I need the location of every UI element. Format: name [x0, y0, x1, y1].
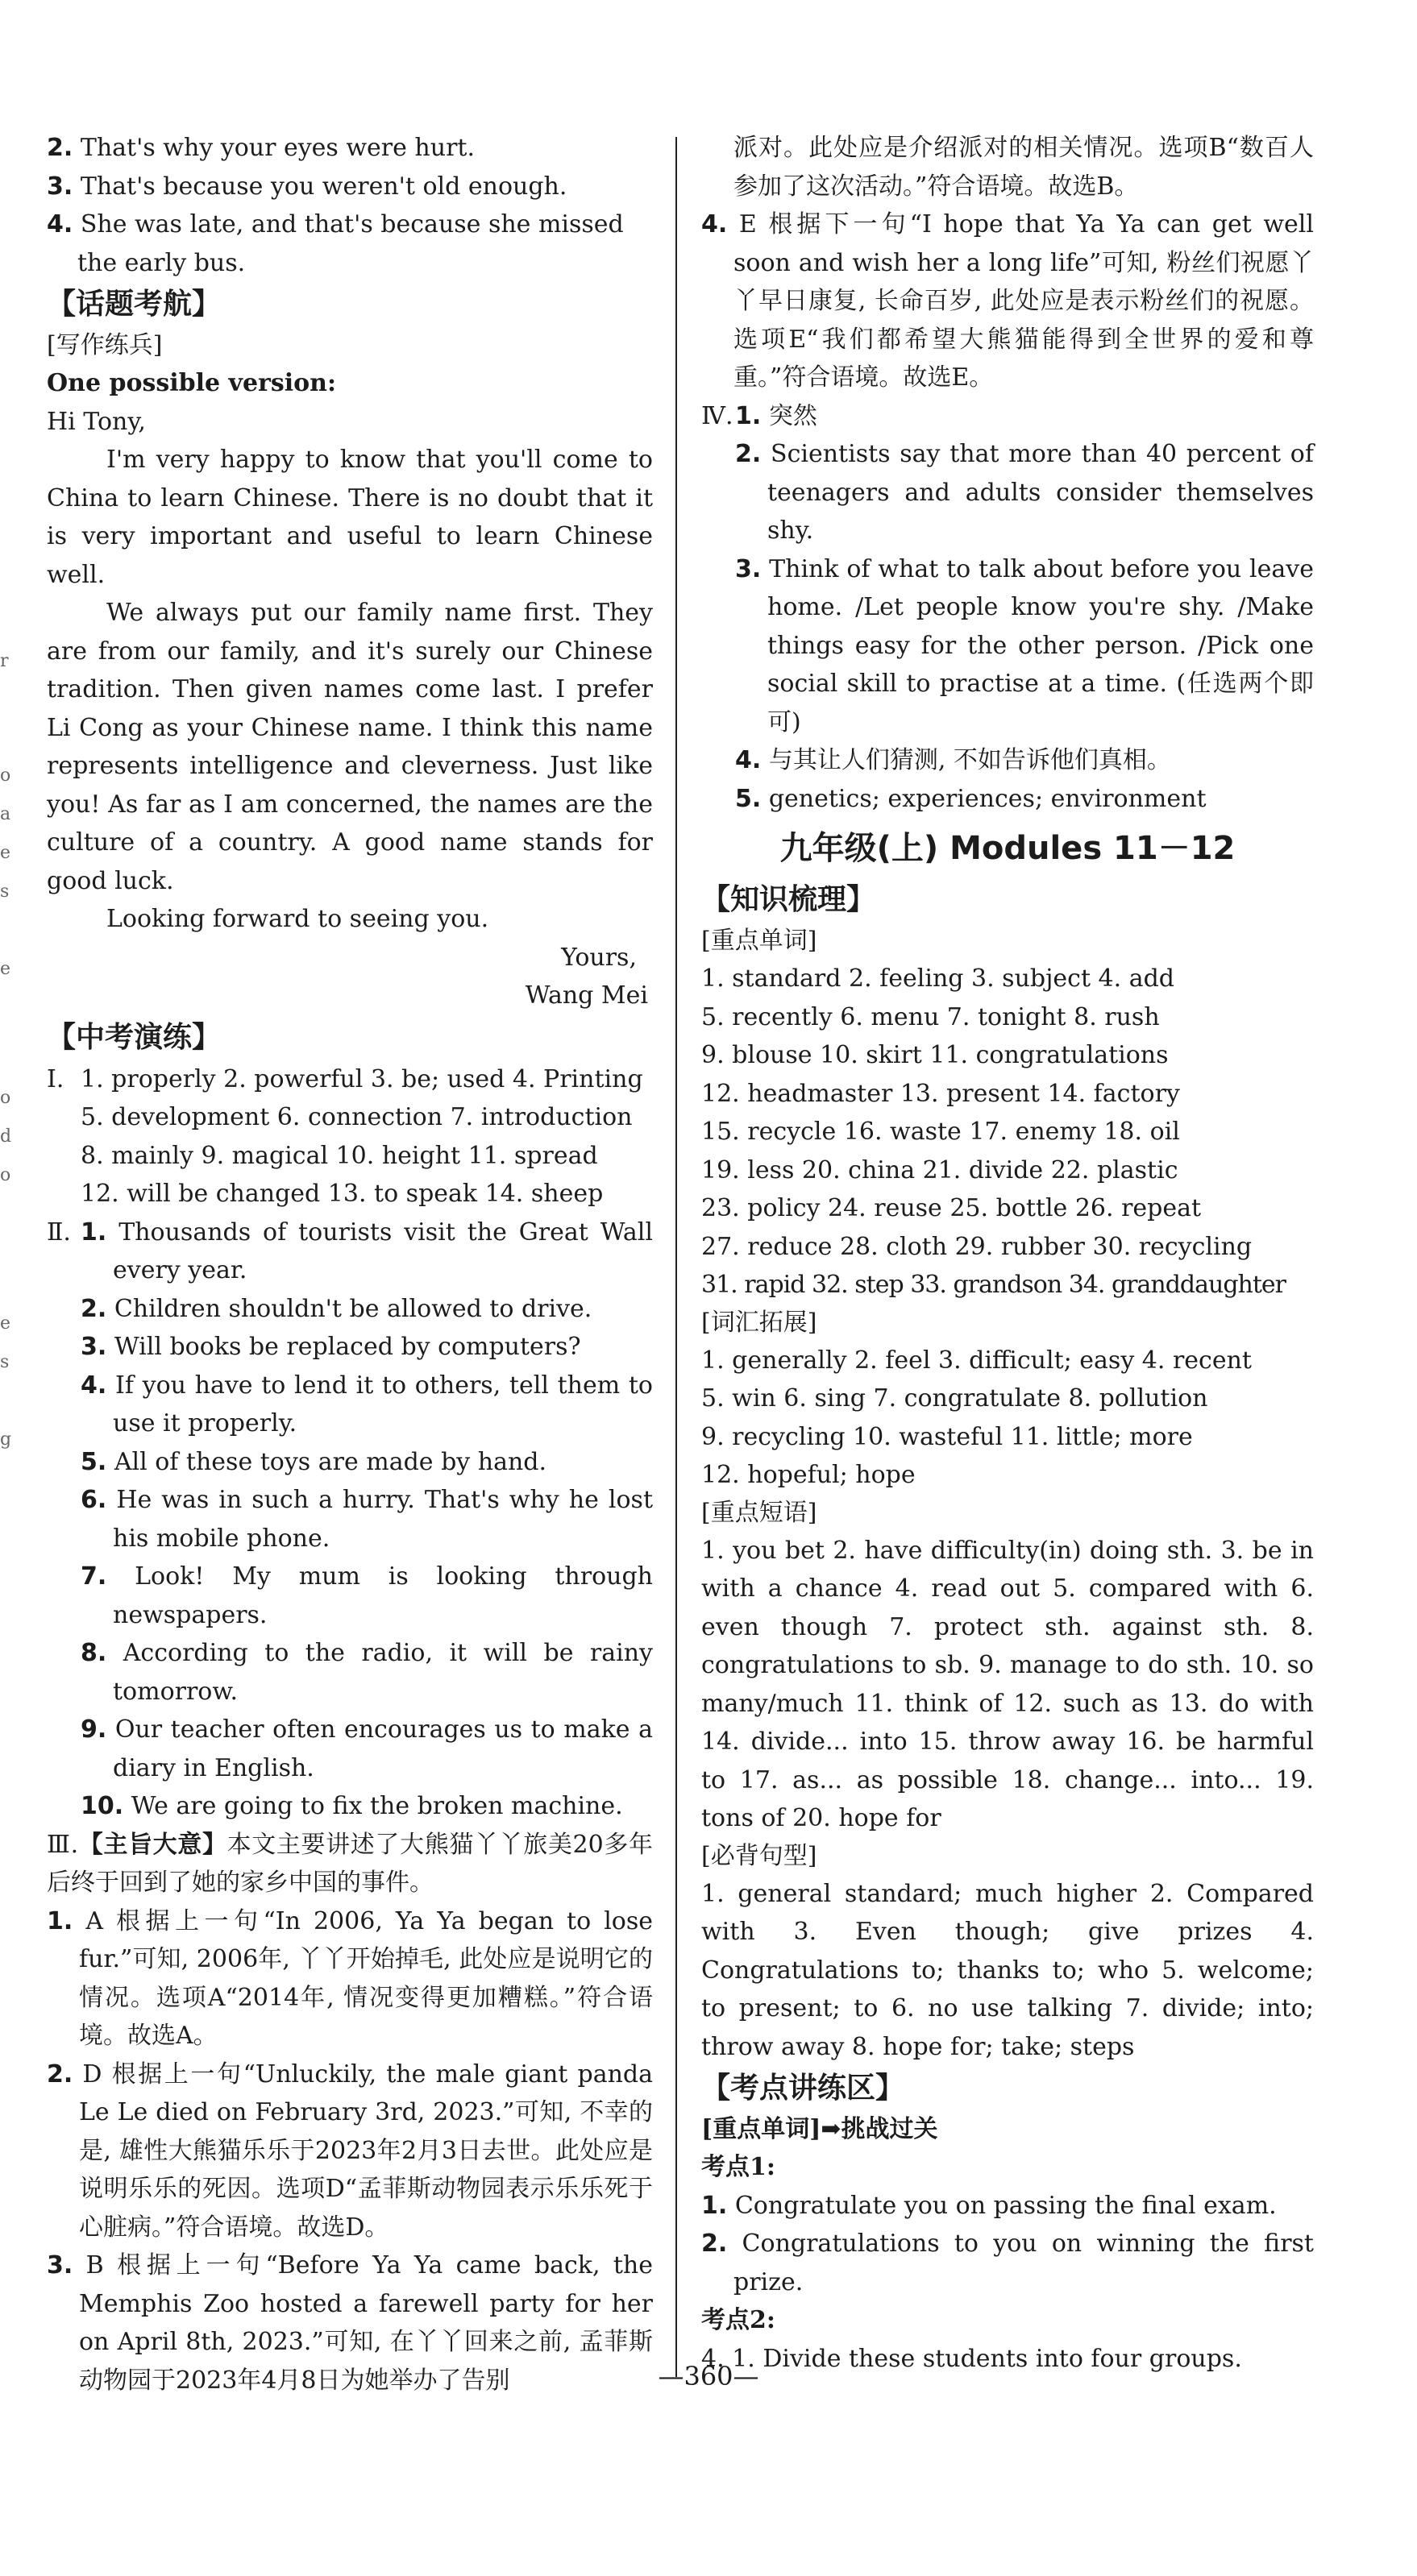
part1-row: 1. properly 2. powerful 3. be; used 4. Printing [81, 1064, 643, 1093]
margin-letter: o [0, 1165, 11, 1185]
column-divider [675, 137, 677, 2377]
key-words-row: 12. headmaster 13. present 14. factory [701, 1079, 1180, 1108]
practice-subtitle: [重点单词]➡挑战过关 [701, 2115, 938, 2143]
part4-block [701, 397, 1314, 819]
key-words-row: 23. policy 24. reuse 25. bottle 26. repeat [701, 1194, 1202, 1222]
page-number: —360— [658, 2361, 759, 2391]
vocab-extension-row: 12. hopeful; hope [701, 1461, 916, 1489]
part2-item: 10. We are going to fix the broken machine. [81, 1792, 623, 1820]
point2-item: 4. 1. Divide these students into four groups. [701, 2344, 1242, 2373]
part2-item: 3. Will books be replaced by computers? [81, 1333, 581, 1361]
right-column [701, 129, 1314, 2378]
vocab-extension-label: [词汇拓展] [701, 1308, 817, 1337]
part4-item: 5. genetics; experiences; environment [735, 784, 1207, 813]
margin-letter: a [0, 804, 11, 824]
part2-item: 6. He was in such a hurry. That's why he lost his mobile phone. [81, 1486, 653, 1553]
topic-section-title: 【话题考航】 [47, 288, 222, 321]
margin-letter: e [0, 843, 11, 863]
left-margin-bleed [0, 0, 11, 2576]
part2-item: 4. If you have to lend it to others, tell them to use it properly. [81, 1371, 653, 1437]
margin-letter: e [0, 1313, 11, 1334]
letter-signature: Wang Mei [525, 981, 648, 1010]
part2-item: 9. Our teacher often encourages us to make a diary in English. [81, 1715, 653, 1782]
practice-section-title: 【考点讲练区】 [701, 2072, 905, 2105]
part3-summary: Ⅲ.【主旨大意】本文主要讲述了大熊猫丫丫旅美20多年后终于回到了她的家乡中国的事件。 [47, 1830, 653, 1897]
answer-item: 4. She was late, and that's because she missed the early bus. [47, 210, 624, 277]
margin-letter: o [0, 765, 11, 786]
exam-section-title: 【中考演练】 [47, 1020, 222, 1054]
margin-letter: r [0, 651, 9, 671]
part2-item: 2. Children shouldn't be allowed to drive. [81, 1294, 592, 1323]
part1-label: Ⅰ. [47, 1064, 64, 1093]
key-words-row: 31. rapid 32. step 33. grandson 34. granddaughter [701, 1271, 1286, 1299]
key-words-row: 15. recycle 16. waste 17. enemy 18. oil [701, 1118, 1180, 1146]
key-words-row: 9. blouse 10. skirt 11. congratulations [701, 1041, 1169, 1069]
possible-version-label: One possible version: [47, 369, 337, 397]
part1-row: 12. will be changed 13. to speak 14. sheep [81, 1180, 604, 1208]
part4-item: 1. 突然 [735, 401, 817, 430]
part2-label: Ⅱ. [47, 1217, 71, 1247]
vocab-extension-row: 5. win 6. sing 7. congratulate 8. pollution [701, 1384, 1208, 1412]
letter-paragraph: We always put our family name first. They are from our family, and it's surely our Chinese tradition. Then given names come last. I prefer Li Cong as your Chinese name. I think this name represents intelligence and cleverness. Just like you! As far as I am concerned, the names are the culture of a country. A good name stands for good luck. [47, 599, 653, 895]
key-words-row: 19. less 20. china 21. divide 22. plastic [701, 1155, 1178, 1184]
part2-item: 5. All of these toys are made by hand. [81, 1447, 547, 1476]
letter-paragraph: Looking forward to seeing you. [106, 905, 489, 933]
margin-letter: d [0, 1126, 12, 1147]
part2-block [47, 1213, 653, 1826]
writing-practice-label: [写作练兵] [47, 331, 163, 359]
margin-letter: o [0, 1088, 11, 1108]
answer-item: 2. That's why your eyes were hurt. [47, 134, 475, 162]
part1-block [47, 1060, 653, 1213]
key-words-row: 27. reduce 28. cloth 29. rubber 30. recycling [701, 1232, 1253, 1261]
letter-closing: Yours, [561, 943, 637, 972]
vocab-extension-row: 9. recycling 10. wasteful 11. little; more [701, 1422, 1193, 1451]
part2-item: 1. Thousands of tourists visit the Great Wall every year. [81, 1217, 653, 1284]
key-phrases-label: [重点短语] [701, 1498, 817, 1527]
grade-module-title: 九年级(上) Modules 11－12 [779, 830, 1236, 867]
part3-item: 4. E 根据下一句“I hope that Ya Ya can get well soon and wish her a long life”可知, 粉丝们祝愿丫丫早日康复, 长命百岁, 此处应是表示粉丝们的祝愿。选项E“我们都希望大熊猫能得到全世界的爱和尊重。”符合语境。故选E。 [701, 210, 1314, 392]
vocab-extension-row: 1. generally 2. feel 3. difficult; easy 4. recent [701, 1346, 1252, 1375]
part3-item: 3. B 根据上一句“Before Ya Ya came back, the Memphis Zoo hosted a farewell party for her on April 8th, 2023.”可知, 在丫丫回来之前, 孟菲斯动物园于2023年4月8日为她举办了告别 [47, 2251, 653, 2395]
part4-item: 2. Scientists say that more than 40 percent of teenagers and adults consider themselves shy. [735, 440, 1314, 545]
left-column [47, 129, 653, 2400]
answer-item: 3. That's because you weren't old enough. [47, 172, 567, 201]
key-phrases-text: 1. you bet 2. have difficulty(in) doing sth. 3. be in with a chance 4. read out 5. compared with 6. even though 7. protect sth. against sth. 8. congratulations to sb. 9. manage to do sth. 10. so many/much 11. think of 12. such as 13. do with 14. divide... into 15. throw away 16. be harmful to 17. as... as possible 18. change... into... 19. tons of 20. hope for [701, 1536, 1314, 1832]
key-words-label: [重点单词] [701, 927, 817, 955]
letter-salutation: Hi Tony, [47, 407, 146, 436]
part1-row: 8. mainly 9. magical 10. height 11. spread [81, 1141, 598, 1170]
part4-label: Ⅳ. [701, 401, 733, 430]
point1-item: 2. Congratulations to you on winning the first prize. [701, 2230, 1314, 2296]
part3-item: 2. D 根据上一句“Unluckily, the male giant panda Le Le died on February 3rd, 2023.”可知, 不幸的是, 雄性大熊猫乐乐于2023年2月3日去世。此处应是说明乐乐的死因。选项D“孟菲斯动物园表示乐乐死于心脏病。”符合语境。故选D。 [47, 2060, 653, 2242]
margin-letter: s [0, 881, 10, 902]
margin-letter: g [0, 1429, 12, 1450]
part3-continuation: 派对。此处应是介绍派对的相关情况。选项B“数百人参加了这次活动。”符合语境。故选B。 [733, 134, 1314, 201]
point1-item: 1. Congratulate you on passing the final exam. [701, 2191, 1277, 2220]
key-words-row: 5. recently 6. menu 7. tonight 8. rush [701, 1002, 1160, 1031]
knowledge-section-title: 【知识梳理】 [701, 883, 876, 916]
letter-paragraph: I'm very happy to know that you'll come to China to learn Chinese. There is no doubt that it is very important and useful to learn Chinese well. [47, 446, 653, 589]
key-sentences-text: 1. general standard; much higher 2. Compared with 3. Even though; give prizes 4. Congratulations to; thanks to; who 5. welcome; to present; to 6. no use talking 7. divide; into; throw away 8. hope for; take; steps [701, 1879, 1314, 2061]
part2-item: 7. Look! My mum is looking through newspapers. [81, 1562, 653, 1629]
margin-letter: s [0, 1352, 10, 1372]
part3-item: 1. A 根据上一句“In 2006, Ya Ya began to lose fur.”可知, 2006年, 丫丫开始掉毛, 此处应是说明它的情况。选项A“2014年, 情况变得更加糟糕。”符合语境。故选A。 [47, 1906, 653, 2050]
part4-item: 3. Think of what to talk about before you leave home. /Let people know you're shy. /Make things easy for the other person. /Pick one social skill to practise at a time. (任选两个即可) [735, 554, 1314, 736]
key-words-row: 1. standard 2. feeling 3. subject 4. add [701, 964, 1174, 993]
point1-label: 考点1: [701, 2153, 775, 2181]
part1-row: 5. development 6. connection 7. introduction [81, 1103, 633, 1131]
point2-label: 考点2: [701, 2306, 775, 2334]
key-sentences-label: [必背句型] [701, 1841, 817, 1870]
part4-item: 4. 与其让人们猜测, 不如告诉他们真相。 [735, 746, 1171, 774]
part2-item: 8. According to the radio, it will be rainy tomorrow. [81, 1639, 653, 1706]
margin-letter: e [0, 959, 11, 979]
